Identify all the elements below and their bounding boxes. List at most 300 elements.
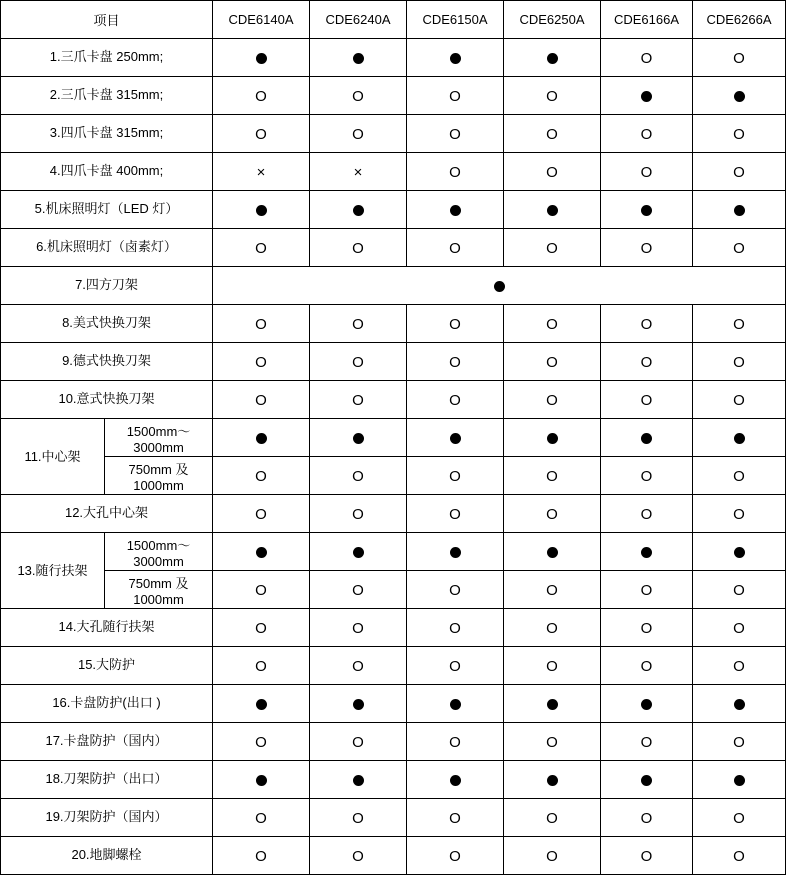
row-label: 16.卡盘防护(出口 )	[1, 685, 213, 723]
row-label: 7.四方刀架	[1, 267, 213, 305]
row-mark-CDE6240A	[310, 191, 407, 229]
row-mark-CDE6150A	[407, 533, 504, 571]
mark-optional-icon: O	[733, 391, 745, 409]
row-mark-CDE6266A	[693, 191, 786, 229]
mark-optional-icon: O	[733, 467, 745, 485]
mark-optional-icon: O	[640, 163, 653, 181]
mark-optional-icon: O	[640, 49, 653, 67]
row-mark-CDE6266A	[693, 381, 786, 419]
row-mark-CDE6150A	[407, 419, 504, 457]
mark-optional-icon: O	[352, 391, 364, 409]
mark-unavailable-icon: ×	[353, 163, 363, 181]
mark-optional-icon: O	[546, 619, 558, 637]
mark-optional-icon: O	[546, 809, 558, 827]
row-sub-label: 750mm 及 1000mm	[105, 571, 213, 609]
row-mark-CDE6140A	[213, 761, 310, 799]
row-mark-CDE6266A	[693, 343, 786, 381]
row-mark-CDE6250A	[504, 571, 601, 609]
mark-optional-icon: O	[449, 467, 461, 485]
mark-optional-icon: O	[255, 239, 267, 257]
mark-standard-icon	[641, 433, 652, 444]
row-mark-CDE6166A	[601, 153, 693, 191]
row-mark-CDE6250A	[504, 39, 601, 77]
mark-standard-icon	[547, 775, 558, 786]
mark-optional-icon: O	[449, 87, 461, 105]
mark-optional-icon: O	[640, 125, 653, 143]
mark-unavailable-icon: ×	[256, 163, 266, 181]
mark-optional-icon: O	[546, 315, 558, 333]
mark-standard-icon	[353, 699, 364, 710]
row-mark-CDE6250A	[504, 191, 601, 229]
mark-standard-icon	[547, 547, 558, 558]
row-mark-CDE6240A	[310, 571, 407, 609]
row-mark-CDE6150A	[407, 381, 504, 419]
row-mark-CDE6266A	[693, 609, 786, 647]
mark-optional-icon: O	[546, 163, 558, 181]
row-mark-CDE6250A	[504, 77, 601, 115]
row-mark-CDE6150A	[407, 39, 504, 77]
mark-optional-icon: O	[352, 581, 364, 599]
table-row	[1, 571, 786, 609]
row-mark-CDE6140A	[213, 457, 310, 495]
row-mark-CDE6266A	[693, 647, 786, 685]
row-mark-CDE6150A	[407, 647, 504, 685]
row-mark-CDE6240A	[310, 685, 407, 723]
row-mark-CDE6166A	[601, 77, 693, 115]
mark-optional-icon: O	[255, 847, 267, 865]
mark-optional-icon: O	[352, 809, 364, 827]
row-mark-CDE6266A	[693, 39, 786, 77]
table-row	[1, 153, 786, 191]
mark-optional-icon: O	[546, 87, 558, 105]
mark-optional-icon: O	[255, 391, 267, 409]
row-mark-CDE6166A	[601, 305, 693, 343]
row-mark-CDE6266A	[693, 571, 786, 609]
mark-optional-icon: O	[640, 505, 653, 523]
row-mark-CDE6166A	[601, 495, 693, 533]
mark-standard-icon	[450, 53, 461, 64]
row-mark-CDE6140A	[213, 229, 310, 267]
mark-optional-icon: O	[352, 847, 364, 865]
row-mark-CDE6250A	[504, 419, 601, 457]
mark-optional-icon: O	[352, 239, 364, 257]
mark-optional-icon: O	[352, 657, 364, 675]
mark-optional-icon: O	[733, 315, 745, 333]
row-mark-CDE6140A	[213, 837, 310, 875]
row-mark-CDE6140A	[213, 799, 310, 837]
mark-standard-icon	[494, 281, 505, 292]
row-mark-CDE6166A	[601, 39, 693, 77]
row-mark-CDE6140A	[213, 305, 310, 343]
mark-optional-icon: O	[352, 87, 364, 105]
table-header-row	[1, 1, 786, 39]
mark-optional-icon: O	[255, 87, 267, 105]
row-mark-CDE6166A	[601, 685, 693, 723]
row-sub-label: 750mm 及 1000mm	[105, 457, 213, 495]
row-mark-CDE6240A	[310, 39, 407, 77]
row-mark-CDE6140A	[213, 115, 310, 153]
mark-optional-icon: O	[733, 125, 745, 143]
row-mark-CDE6240A	[310, 495, 407, 533]
row-mark-CDE6166A	[601, 229, 693, 267]
table-row	[1, 723, 786, 761]
table-row	[1, 419, 786, 457]
mark-optional-icon: O	[546, 657, 558, 675]
mark-optional-icon: O	[449, 505, 461, 523]
mark-optional-icon: O	[352, 733, 364, 751]
row-mark-CDE6266A	[693, 495, 786, 533]
table-row	[1, 191, 786, 229]
row-mark-CDE6140A	[213, 419, 310, 457]
header-model-5: CDE6266A	[693, 1, 786, 39]
row-label: 11.中心架	[1, 419, 105, 495]
mark-optional-icon: O	[733, 49, 745, 67]
row-mark-CDE6150A	[407, 77, 504, 115]
row-label: 14.大孔随行扶架	[1, 609, 213, 647]
row-label: 18.刀架防护（出口）	[1, 761, 213, 799]
mark-standard-icon	[256, 433, 267, 444]
mark-optional-icon: O	[640, 239, 653, 257]
mark-optional-icon: O	[449, 315, 461, 333]
mark-optional-icon: O	[733, 163, 745, 181]
row-mark-CDE6240A	[310, 799, 407, 837]
row-sub-label: 1500mm～3000mm	[105, 419, 213, 457]
row-label: 4.四爪卡盘 400mm;	[1, 153, 213, 191]
mark-standard-icon	[547, 433, 558, 444]
row-label: 19.刀架防护（国内）	[1, 799, 213, 837]
row-mark-all-models	[213, 267, 786, 305]
row-mark-CDE6150A	[407, 457, 504, 495]
row-mark-CDE6166A	[601, 761, 693, 799]
row-label: 3.四爪卡盘 315mm;	[1, 115, 213, 153]
table-row	[1, 343, 786, 381]
mark-optional-icon: O	[255, 809, 267, 827]
row-mark-CDE6250A	[504, 837, 601, 875]
mark-optional-icon: O	[733, 809, 745, 827]
row-mark-CDE6266A	[693, 305, 786, 343]
row-mark-CDE6266A	[693, 153, 786, 191]
mark-standard-icon	[547, 53, 558, 64]
row-label: 17.卡盘防护（国内）	[1, 723, 213, 761]
mark-standard-icon	[641, 547, 652, 558]
row-mark-CDE6266A	[693, 761, 786, 799]
row-mark-CDE6150A	[407, 723, 504, 761]
row-mark-CDE6266A	[693, 685, 786, 723]
row-label: 2.三爪卡盘 315mm;	[1, 77, 213, 115]
row-mark-CDE6250A	[504, 457, 601, 495]
row-mark-CDE6240A	[310, 457, 407, 495]
row-mark-CDE6166A	[601, 533, 693, 571]
mark-optional-icon: O	[352, 315, 364, 333]
mark-optional-icon: O	[640, 353, 653, 371]
row-mark-CDE6266A	[693, 837, 786, 875]
row-mark-CDE6150A	[407, 761, 504, 799]
row-mark-CDE6166A	[601, 191, 693, 229]
mark-standard-icon	[256, 205, 267, 216]
row-mark-CDE6240A	[310, 115, 407, 153]
mark-standard-icon	[353, 433, 364, 444]
row-mark-CDE6150A	[407, 571, 504, 609]
mark-standard-icon	[734, 699, 745, 710]
row-mark-CDE6150A	[407, 191, 504, 229]
row-mark-CDE6140A	[213, 381, 310, 419]
mark-optional-icon: O	[546, 581, 558, 599]
row-mark-CDE6166A	[601, 799, 693, 837]
mark-optional-icon: O	[640, 467, 653, 485]
row-mark-CDE6150A	[407, 305, 504, 343]
row-mark-CDE6240A	[310, 229, 407, 267]
mark-optional-icon: O	[733, 505, 745, 523]
mark-optional-icon: O	[449, 657, 461, 675]
row-mark-CDE6140A	[213, 153, 310, 191]
mark-optional-icon: O	[546, 125, 558, 143]
row-mark-CDE6250A	[504, 723, 601, 761]
table-row	[1, 799, 786, 837]
header-model-2: CDE6150A	[407, 1, 504, 39]
row-mark-CDE6140A	[213, 685, 310, 723]
row-mark-CDE6140A	[213, 77, 310, 115]
row-mark-CDE6240A	[310, 305, 407, 343]
mark-optional-icon: O	[255, 125, 267, 143]
row-mark-CDE6266A	[693, 77, 786, 115]
header-item: 项目	[1, 1, 213, 39]
table-row	[1, 305, 786, 343]
table-row	[1, 837, 786, 875]
row-mark-CDE6266A	[693, 799, 786, 837]
row-mark-CDE6150A	[407, 685, 504, 723]
row-mark-CDE6150A	[407, 799, 504, 837]
row-mark-CDE6250A	[504, 153, 601, 191]
row-mark-CDE6240A	[310, 419, 407, 457]
row-mark-CDE6250A	[504, 115, 601, 153]
row-mark-CDE6166A	[601, 381, 693, 419]
row-mark-CDE6266A	[693, 723, 786, 761]
mark-optional-icon: O	[255, 657, 267, 675]
mark-optional-icon: O	[640, 733, 653, 751]
row-mark-CDE6240A	[310, 343, 407, 381]
row-label: 9.德式快换刀架	[1, 343, 213, 381]
mark-optional-icon: O	[546, 239, 558, 257]
mark-optional-icon: O	[352, 619, 364, 637]
row-mark-CDE6140A	[213, 343, 310, 381]
header-model-0: CDE6140A	[213, 1, 310, 39]
row-mark-CDE6150A	[407, 837, 504, 875]
mark-optional-icon: O	[546, 391, 558, 409]
mark-standard-icon	[641, 775, 652, 786]
mark-optional-icon: O	[733, 581, 745, 599]
row-mark-CDE6266A	[693, 533, 786, 571]
table-row	[1, 685, 786, 723]
row-mark-CDE6266A	[693, 229, 786, 267]
mark-standard-icon	[547, 699, 558, 710]
row-mark-CDE6250A	[504, 343, 601, 381]
table-row	[1, 457, 786, 495]
table-row	[1, 39, 786, 77]
table-row	[1, 229, 786, 267]
mark-optional-icon: O	[449, 581, 461, 599]
row-mark-CDE6150A	[407, 609, 504, 647]
table-row	[1, 77, 786, 115]
row-mark-CDE6240A	[310, 723, 407, 761]
row-mark-CDE6240A	[310, 647, 407, 685]
row-mark-CDE6166A	[601, 343, 693, 381]
mark-optional-icon: O	[449, 619, 461, 637]
row-mark-CDE6240A	[310, 381, 407, 419]
header-model-1: CDE6240A	[310, 1, 407, 39]
row-mark-CDE6250A	[504, 229, 601, 267]
mark-optional-icon: O	[733, 619, 745, 637]
row-mark-CDE6150A	[407, 495, 504, 533]
row-mark-CDE6250A	[504, 685, 601, 723]
mark-optional-icon: O	[640, 657, 653, 675]
mark-optional-icon: O	[546, 733, 558, 751]
mark-optional-icon: O	[640, 619, 653, 637]
mark-standard-icon	[353, 775, 364, 786]
mark-optional-icon: O	[733, 239, 745, 257]
row-mark-CDE6166A	[601, 837, 693, 875]
mark-standard-icon	[450, 433, 461, 444]
table-row	[1, 267, 786, 305]
row-mark-CDE6140A	[213, 495, 310, 533]
mark-optional-icon: O	[449, 847, 461, 865]
mark-optional-icon: O	[733, 657, 745, 675]
row-mark-CDE6250A	[504, 533, 601, 571]
mark-optional-icon: O	[255, 581, 267, 599]
mark-optional-icon: O	[352, 125, 364, 143]
mark-optional-icon: O	[449, 809, 461, 827]
mark-optional-icon: O	[640, 315, 653, 333]
mark-optional-icon: O	[255, 619, 267, 637]
row-mark-CDE6250A	[504, 305, 601, 343]
mark-optional-icon: O	[352, 467, 364, 485]
row-mark-CDE6150A	[407, 343, 504, 381]
row-mark-CDE6240A	[310, 609, 407, 647]
mark-optional-icon: O	[640, 809, 653, 827]
mark-optional-icon: O	[449, 353, 461, 371]
table-row	[1, 381, 786, 419]
mark-optional-icon: O	[733, 847, 745, 865]
mark-optional-icon: O	[640, 847, 653, 865]
table-row	[1, 115, 786, 153]
table-body	[1, 39, 786, 875]
mark-standard-icon	[734, 775, 745, 786]
mark-optional-icon: O	[449, 733, 461, 751]
row-mark-CDE6150A	[407, 153, 504, 191]
mark-standard-icon	[353, 53, 364, 64]
row-label: 1.三爪卡盘 250mm;	[1, 39, 213, 77]
mark-optional-icon: O	[255, 315, 267, 333]
mark-standard-icon	[450, 205, 461, 216]
row-label: 12.大孔中心架	[1, 495, 213, 533]
row-mark-CDE6140A	[213, 609, 310, 647]
row-mark-CDE6250A	[504, 609, 601, 647]
row-mark-CDE6240A	[310, 761, 407, 799]
mark-optional-icon: O	[449, 125, 461, 143]
row-mark-CDE6140A	[213, 39, 310, 77]
row-sub-label: 1500mm～3000mm	[105, 533, 213, 571]
table-row	[1, 609, 786, 647]
row-mark-CDE6150A	[407, 229, 504, 267]
row-mark-CDE6140A	[213, 533, 310, 571]
mark-optional-icon: O	[546, 353, 558, 371]
row-mark-CDE6140A	[213, 723, 310, 761]
mark-standard-icon	[353, 205, 364, 216]
table-row	[1, 533, 786, 571]
row-label: 10.意式快换刀架	[1, 381, 213, 419]
row-label: 20.地脚螺栓	[1, 837, 213, 875]
mark-optional-icon: O	[733, 733, 745, 751]
row-mark-CDE6250A	[504, 381, 601, 419]
mark-optional-icon: O	[352, 505, 364, 523]
mark-optional-icon: O	[733, 353, 745, 371]
table-row	[1, 495, 786, 533]
mark-standard-icon	[256, 53, 267, 64]
row-label: 15.大防护	[1, 647, 213, 685]
mark-standard-icon	[256, 699, 267, 710]
mark-standard-icon	[450, 775, 461, 786]
mark-optional-icon: O	[546, 505, 558, 523]
mark-optional-icon: O	[640, 581, 653, 599]
mark-optional-icon: O	[255, 353, 267, 371]
row-mark-CDE6166A	[601, 609, 693, 647]
row-mark-CDE6166A	[601, 723, 693, 761]
mark-standard-icon	[734, 547, 745, 558]
mark-standard-icon	[353, 547, 364, 558]
mark-optional-icon: O	[255, 505, 267, 523]
mark-standard-icon	[450, 547, 461, 558]
header-model-3: CDE6250A	[504, 1, 601, 39]
row-label: 13.随行扶架	[1, 533, 105, 609]
row-mark-CDE6250A	[504, 761, 601, 799]
mark-optional-icon: O	[546, 847, 558, 865]
row-mark-CDE6250A	[504, 647, 601, 685]
row-label: 8.美式快换刀架	[1, 305, 213, 343]
row-mark-CDE6150A	[407, 115, 504, 153]
mark-optional-icon: O	[546, 467, 558, 485]
mark-optional-icon: O	[255, 467, 267, 485]
row-mark-CDE6140A	[213, 647, 310, 685]
mark-standard-icon	[256, 775, 267, 786]
row-mark-CDE6166A	[601, 115, 693, 153]
mark-standard-icon	[641, 91, 652, 102]
row-mark-CDE6266A	[693, 419, 786, 457]
mark-optional-icon: O	[352, 353, 364, 371]
table-row	[1, 647, 786, 685]
mark-standard-icon	[734, 91, 745, 102]
mark-standard-icon	[256, 547, 267, 558]
mark-standard-icon	[547, 205, 558, 216]
row-mark-CDE6240A	[310, 77, 407, 115]
mark-optional-icon: O	[449, 239, 461, 257]
row-mark-CDE6240A	[310, 153, 407, 191]
mark-optional-icon: O	[640, 391, 653, 409]
row-mark-CDE6250A	[504, 799, 601, 837]
mark-standard-icon	[734, 205, 745, 216]
mark-standard-icon	[734, 433, 745, 444]
mark-optional-icon: O	[449, 391, 461, 409]
row-mark-CDE6166A	[601, 571, 693, 609]
row-mark-CDE6166A	[601, 419, 693, 457]
row-mark-CDE6266A	[693, 457, 786, 495]
header-model-4: CDE6166A	[601, 1, 693, 39]
row-label: 5.机床照明灯（LED 灯）	[1, 191, 213, 229]
mark-standard-icon	[450, 699, 461, 710]
row-mark-CDE6240A	[310, 533, 407, 571]
table-row	[1, 761, 786, 799]
row-mark-CDE6166A	[601, 457, 693, 495]
row-mark-CDE6140A	[213, 191, 310, 229]
mark-standard-icon	[641, 699, 652, 710]
